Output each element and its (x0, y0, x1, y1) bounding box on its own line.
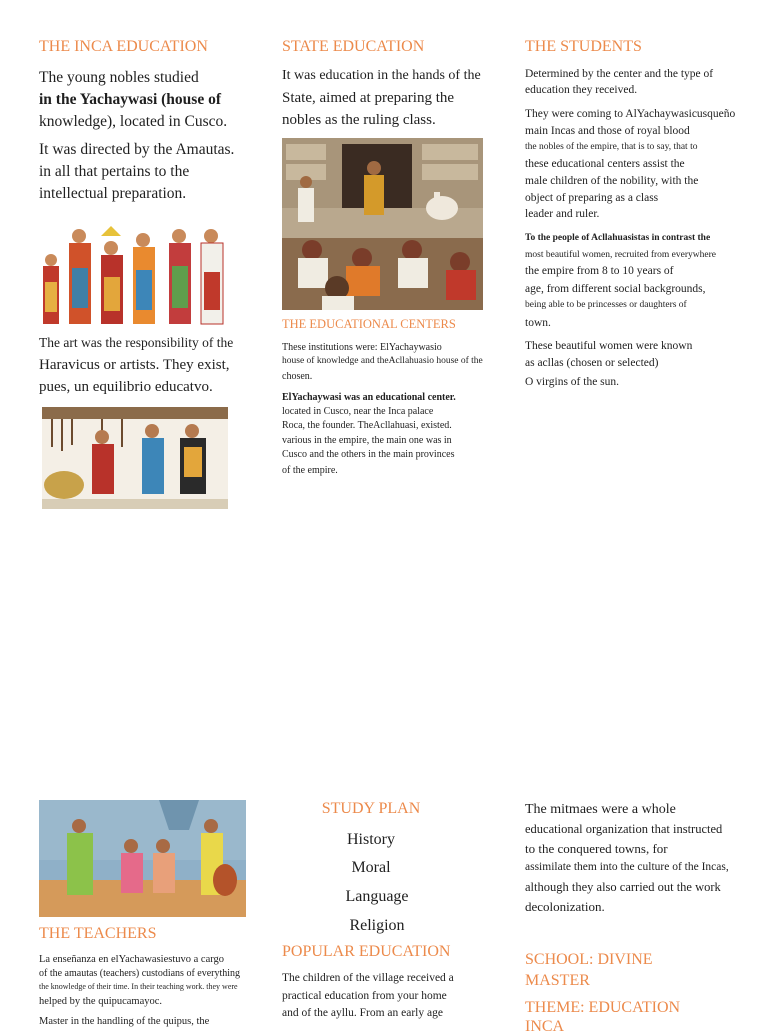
popular-education-heading: POPULAR EDUCATION (282, 943, 451, 960)
educational-centers-heading: THE EDUCATIONAL CENTERS (282, 317, 456, 331)
inca-education-heading: THE INCA EDUCATION (39, 38, 208, 55)
artists-illustration (42, 407, 228, 509)
inca-text-line: knowledge), located in Cusco. (39, 113, 228, 130)
art-text-line: pues, un equilibrio educatvo. (39, 379, 213, 395)
students-text-line: town. (525, 317, 551, 329)
students-text-line: most beautiful women, recruited from everywhere (525, 250, 716, 260)
state-education-heading: STATE EDUCATION (282, 38, 425, 55)
centers-text-line: located in Cusco, near the Inca palace (282, 406, 434, 417)
school-heading-line-2: MASTER (525, 972, 590, 989)
students-text-line: leader and ruler. (525, 208, 600, 220)
students-heading: THE STUDENTS (525, 38, 642, 55)
state-text-line: State, aimed at preparing the (282, 90, 455, 106)
students-text-line: the nobles of the empire, that is to say, that to (525, 142, 698, 152)
students-text-line: as acllas (chosen or selected) (525, 357, 659, 369)
teachers-text-line: helped by the quipucamayoc. (39, 996, 163, 1007)
students-text-line: these educational centers assist the (525, 158, 685, 170)
mitmaes-text-line: educational organization that instructed (525, 822, 723, 836)
theme-heading: THEME: EDUCATION (525, 999, 681, 1016)
students-text-line: main Incas and those of royal blood (525, 125, 690, 137)
students-text-line: They were coming to AlYachaywasicusqueño (525, 108, 736, 120)
popular-text-line: and of the ayllu. From an early age (282, 1007, 443, 1019)
inca-text-line: It was directed by the Amautas. (39, 141, 235, 158)
centers-text-line: chosen. (282, 371, 313, 382)
inca-text-line: intellectual preparation. (39, 185, 187, 202)
students-text-line: object of preparing as a class (525, 192, 659, 204)
centers-text-line: ElYachaywasi was an educational center. (282, 392, 456, 403)
yachaywasi-painting (282, 138, 483, 310)
inca-text-line: The young nobles studied (39, 69, 199, 86)
popular-text-line: The children of the village received a (282, 972, 454, 984)
mitmaes-text-line: The mitmaes were a whole (525, 802, 676, 817)
state-text-line: nobles as the ruling class. (282, 112, 436, 128)
teachers-text-line: the knowledge of their time. In their teaching work. they were (39, 982, 238, 991)
teachers-text-line: La enseñanza en elYachawasiestuvo a cargo (39, 954, 225, 965)
inca-nobles-illustration (39, 222, 227, 326)
inca-text-line: in the Yachaywasi (house of (39, 91, 221, 108)
mitmaes-text-line: assimilate them into the culture of the Incas, (525, 861, 729, 873)
students-text-line: education they received. (525, 84, 638, 96)
students-text-line: age, from different social backgrounds, (525, 283, 706, 295)
popular-text-line: practical education from your home (282, 990, 447, 1002)
students-text-line: male children of the nobility, with the (525, 175, 699, 187)
art-text-line: The art was the responsibility of the (39, 335, 234, 350)
study-plan-item: History (347, 831, 395, 848)
teachers-text-line: of the amautas (teachers) custodians of everything (39, 968, 241, 979)
theme-heading-line-2: INCA (525, 1018, 565, 1035)
students-text-line: Determined by the center and the type of (525, 68, 714, 80)
centers-text-line: These institutions were: ElYachaywasio (282, 342, 442, 353)
centers-text-line: Roca, the founder. TheAcllahuasi, existed. (282, 420, 452, 431)
study-plan-heading: STUDY PLAN (321, 800, 421, 817)
students-text-line: To the people of Acllahuasistas in contrast the (525, 233, 711, 243)
centers-text-line: Cusco and the others in the main provinces (282, 449, 455, 460)
school-heading: SCHOOL: DIVINE (525, 951, 653, 968)
teachers-text-line: Master in the handling of the quipus, the (39, 1016, 210, 1027)
teachers-painting (39, 800, 246, 917)
mitmaes-text-line: although they also carried out the work (525, 880, 721, 894)
state-text-line: It was education in the hands of the (282, 68, 481, 83)
centers-text-line: of the empire. (282, 465, 338, 476)
study-plan-item: Language (345, 888, 409, 905)
inca-text-line: in all that pertains to the (39, 163, 190, 180)
mitmaes-text-line: decolonization. (525, 899, 605, 914)
students-text-line: the empire from 8 to 10 years of (525, 265, 674, 277)
students-text-line: O virgins of the sun. (525, 376, 620, 388)
students-text-line: being able to be princesses or daughters of (525, 300, 687, 310)
mitmaes-text-line: to the conquered towns, for (525, 841, 668, 856)
study-plan-item: Moral (351, 859, 391, 876)
students-text-line: These beautiful women were known (525, 340, 693, 352)
centers-text-line: various in the empire, the main one was in (282, 435, 452, 446)
centers-text-line: house of knowledge and theAcllahuasio house of the (282, 356, 483, 366)
teachers-heading: THE TEACHERS (39, 925, 157, 942)
art-text-line: Haravicus or artists. They exist, (39, 357, 230, 373)
study-plan-item: Religion (349, 917, 405, 934)
